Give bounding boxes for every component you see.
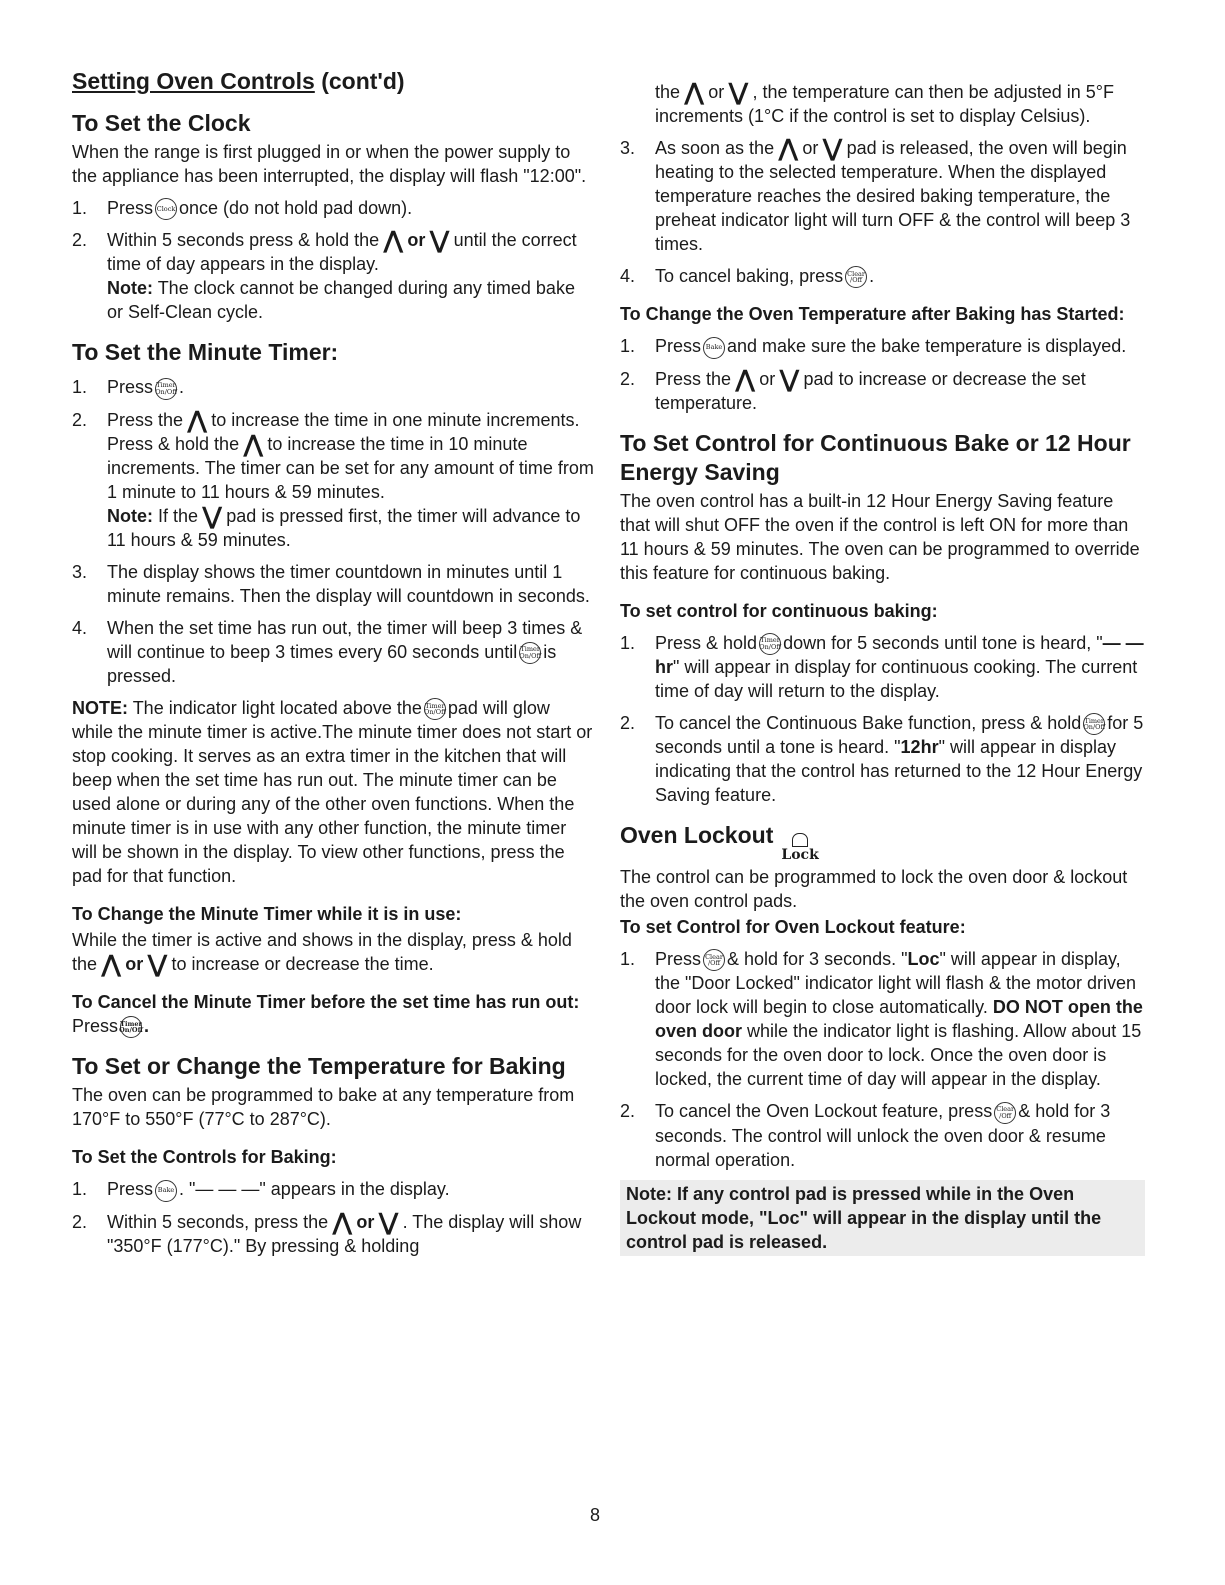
clock-steps: [72, 196, 594, 324]
page-title: Setting Oven Controls (cont'd): [72, 68, 405, 94]
up-arrow-icon: ⋀: [735, 365, 756, 393]
up-arrow-icon: ⋀: [383, 227, 404, 255]
list-item: 2. Within 5 seconds press & hold the ⋀ or ⋁ until the correct time of day appears in the display. Note: The clock cannot be changed during any timed bake or Self-Clean cycle.: [72, 227, 577, 323]
page-number: 8: [590, 1505, 601, 1525]
timer-note: NOTE: The indicator light located above the Timer On/Off pad will glow while the minute timer is active.The minute timer does not start or stop cooking. It serves as an extra timer in the kitchen that will beep when the set time has run out. The minute timer can be used alone or during any of the other oven functions. When the minute timer is in use with any other function, the minute timer will be shown in the display. To view other functions, press the pad for that function.: [72, 697, 593, 886]
left-column: [72, 62, 594, 1266]
continuous-intro: The oven control has a built-in 12 Hour Energy Saving feature that will shut OFF the oven if the control is left ON for more than 11 hours & 59 minutes. The oven can be programmed to override this feature for continuous baking.: [620, 490, 1140, 583]
list-item: 1. Press Timer On/Off .: [72, 375, 594, 399]
lockout-sub-heading: To set Control for Oven Lockout feature:: [620, 917, 966, 937]
baking-sub-heading: To Set the Controls for Baking:: [72, 1147, 337, 1168]
list-item: 1. Press Clear /Off & hold for 3 seconds. "Loc" will appear in display, the "Door Locked" indicator light will flash & the motor driven door lock will begin to close automatically. DO NOT open the oven door while the indicator light is flashing. Allow about 15 seconds for the oven door to lock. Once the oven door is locked, the current time of day will appear in the display.: [620, 949, 1143, 1090]
up-arrow-icon: ⋀: [778, 135, 799, 162]
continuous-heading: To Set Control for Continuous Bake or 12 Hour Energy Saving: [620, 429, 1131, 485]
list-item: 4. To cancel baking, press Clear /Off .: [620, 264, 1145, 288]
list-item: 3. As soon as the ⋀ or ⋁ pad is released, the oven will begin heating to the selected temperature. When the displayed temperature reaches the desired baking temperature, the preheat indicator light will turn OFF & the control will beep 3 times.: [620, 135, 1131, 254]
list-item: 4. When the set time has run out, the timer will beep 3 times & will continue to beep 3 times every 60 seconds until Timer On/Off is pressed.: [72, 617, 583, 686]
timer-pad-icon: Timer On/Off: [155, 378, 177, 400]
timer-pad-icon: Timer On/Off: [1083, 713, 1105, 735]
up-arrow-icon: ⋀: [243, 430, 264, 458]
list-item: 2. To cancel the Continuous Bake function, press & hold Timer On/Off for 5 seconds until a tone is heard. "12hr" will appear in display indicating that the control has returned to the 12 Hour Energy Saving feature.: [620, 712, 1144, 805]
list-item: 1. Press Bake and make sure the bake temperature is displayed.: [620, 334, 1145, 358]
list-item: 2. Within 5 seconds, press the ⋀ or ⋁ . The display will show "350°F (177°C)." By pressing & holding: [72, 1208, 582, 1256]
change-temp-heading: To Change the Oven Temperature after Baking has Started:: [620, 304, 1125, 325]
baking-heading: To Set or Change the Temperature for Baking: [72, 1053, 566, 1080]
continuous-sub-heading: To set control for continuous baking:: [620, 600, 938, 621]
clock-heading: To Set the Clock: [72, 110, 251, 136]
timer-heading: To Set the Minute Timer:: [72, 339, 339, 366]
baking-continued: the ⋀ or ⋁ , the temperature can then be adjusted in 5°F increments (1°C if the control is set to display Celsius).: [655, 79, 1114, 126]
bake-pad-icon: Bake: [703, 337, 725, 359]
baking-intro: The oven can be programmed to bake at any temperature from 170°F to 550°F (77°C to 287°C).: [72, 1085, 575, 1130]
clear-off-pad-icon: Clear /Off: [703, 949, 725, 971]
clear-off-pad-icon: Clear /Off: [994, 1102, 1016, 1124]
baking-steps-cont: [620, 136, 1145, 288]
up-arrow-icon: ⋀: [332, 1208, 353, 1236]
lock-icon: Lock: [781, 833, 818, 863]
list-item: 2. Press the ⋀ to increase the time in one minute increments. Press & hold the ⋀ to increase the time in 10 minute increments. The timer can be set for any amount of time from 1 minute to 11 hours & 59 minutes. Note: If the ⋁ pad is pressed first, the timer will advance to 11 hours & 59 minutes.: [72, 406, 594, 550]
list-item: 2. To cancel the Oven Lockout feature, press Clear /Off & hold for 3 seconds. The control will unlock the oven door & resume normal operation.: [620, 1101, 1111, 1170]
timer-pad-icon: Timer On/Off: [120, 1016, 142, 1038]
right-column: [620, 80, 1145, 1256]
timer-steps: [72, 375, 594, 688]
baking-steps: [72, 1177, 594, 1257]
down-arrow-icon: ⋁: [728, 79, 749, 106]
cancel-timer-heading: To Cancel the Minute Timer before the set time has run out: Press Timer On/Off.: [72, 990, 594, 1038]
down-arrow-icon: ⋁: [822, 135, 843, 162]
clock-intro: When the range is first plugged in or when the power supply to the appliance has been interrupted, the display will flash "12:00".: [72, 142, 587, 186]
timer-pad-icon: Timer On/Off: [519, 642, 541, 664]
up-arrow-icon: ⋀: [187, 406, 208, 434]
list-item: 1. Press Bake . "— — —" appears in the display.: [72, 1177, 594, 1201]
lockout-note: Note: If any control pad is pressed while in the Oven Lockout mode, "Loc" will appear in the display until the control pad is released.: [620, 1180, 1145, 1256]
down-arrow-icon: ⋁: [147, 951, 168, 978]
timer-pad-icon: Timer On/Off: [759, 633, 781, 655]
down-arrow-icon: ⋁: [779, 365, 800, 393]
bake-pad-icon: Bake: [155, 1180, 177, 1202]
clock-pad-icon: Clock: [155, 198, 177, 220]
up-arrow-icon: ⋀: [101, 951, 122, 978]
lockout-heading: Oven Lockout Lock: [620, 822, 819, 863]
lockout-intro: The control can be programmed to lock the oven door & lockout the oven control pads.: [620, 867, 1128, 911]
list-item: 1. Press Clock once (do not hold pad down).: [72, 196, 594, 220]
change-temp-steps: [620, 334, 1145, 414]
list-item: 1. Press & hold Timer On/Off down for 5 seconds until tone is heard, "— — hr" will appear in display for continuous cooking. The current time of day will return to the display.: [620, 632, 1144, 701]
continuous-steps: [620, 631, 1145, 808]
up-arrow-icon: ⋀: [684, 79, 705, 106]
change-timer-text: While the timer is active and shows in the display, press & hold the ⋀ or ⋁ to increase or decrease the time.: [72, 930, 572, 978]
list-item: 3. The display shows the timer countdown in minutes until 1 minute remains. Then the display will countdown in seconds.: [72, 561, 590, 606]
timer-pad-icon: Timer On/Off: [424, 698, 446, 720]
down-arrow-icon: ⋁: [429, 227, 450, 255]
list-item: 2. Press the ⋀ or ⋁ pad to increase or decrease the set temperature.: [620, 365, 1086, 413]
down-arrow-icon: ⋁: [202, 502, 223, 530]
clear-off-pad-icon: Clear /Off: [845, 266, 867, 288]
lockout-steps: [620, 947, 1145, 1172]
change-timer-heading: To Change the Minute Timer while it is in use:: [72, 904, 462, 924]
down-arrow-icon: ⋁: [378, 1208, 399, 1236]
